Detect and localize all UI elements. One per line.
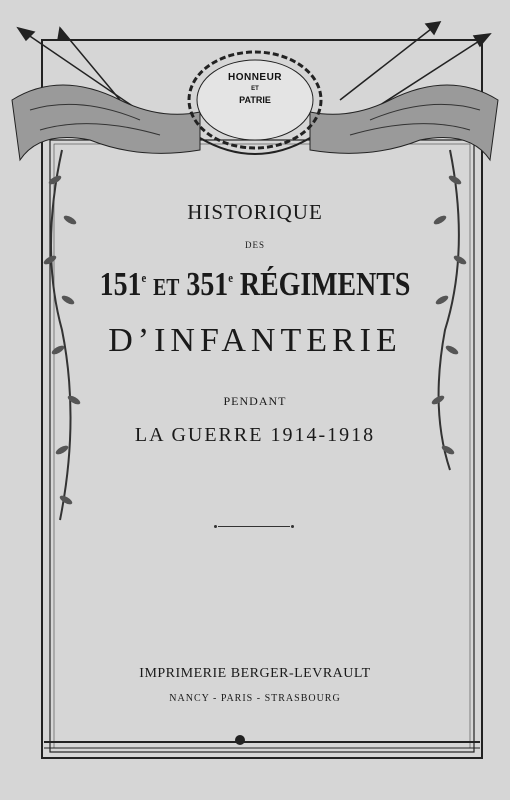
imprint-printer: IMPRIMERIE BERGER-LEVRAULT <box>139 666 371 681</box>
motto-et: ET <box>251 86 259 92</box>
drapery-left <box>12 85 200 160</box>
title-historique: HISTORIQUE <box>187 200 323 224</box>
regiment-number-2: 351 <box>186 266 229 303</box>
divider-rule <box>218 526 290 527</box>
title-regiments-word: RÉGIMENTS <box>239 266 411 303</box>
title-guerre: LA GUERRE 1914-1918 <box>134 424 376 446</box>
motto-patrie: PATRIE <box>239 95 271 105</box>
title-infanterie: D’INFANTERIE <box>108 322 402 359</box>
title-pendant: PENDANT <box>223 394 287 408</box>
emblem-motto <box>196 72 314 105</box>
title-des: DES <box>244 240 265 250</box>
regiment-number-1: 151 <box>99 266 142 303</box>
ordinal-suffix-1: e <box>141 270 147 285</box>
bottom-rosette-icon <box>235 735 245 745</box>
title-regiments <box>46 266 464 304</box>
vine-right <box>439 150 459 470</box>
motto-honneur: HONNEUR <box>227 72 283 83</box>
ordinal-suffix-2: e <box>228 270 233 285</box>
imprint-cities: NANCY - PARIS - STRASBOURG <box>169 693 341 704</box>
title-et: ET <box>153 275 180 301</box>
